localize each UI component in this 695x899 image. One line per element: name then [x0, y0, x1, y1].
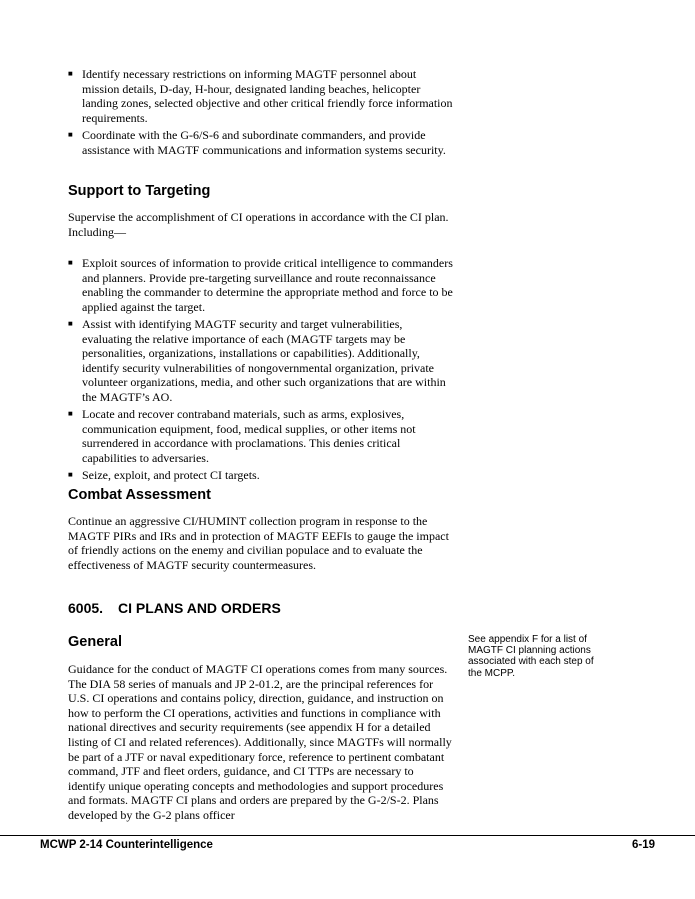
list-item: ■ Identify necessary restrictions on informing MAGTF personnel about mission details, D-day, H-hour, designated landing beaches, helicopter landing zones, selected objective and other critical friendly force information requirements.	[68, 67, 453, 125]
list-item: ■ Seize, exploit, and protect CI targets.	[68, 468, 260, 483]
intro-bullet-list	[68, 67, 453, 160]
general-text: Guidance for the conduct of MAGTF CI operations comes from many sources. The DIA 58 series of manuals and JP 2-01.2, are the principal references for U.S. CI operations and contains policy, direction, guidance, and instruction on how to perform the CI operations, activities and functions in compliance with national directives and security requirements (see appendix H for a detailed listing of CI and related references). Additionally, since MAGTFs will normally be part of a JTF or naval expeditionary force, reference to pertinent combatant command, JTF and fleet orders, guidance, and CI TTPs are necessary to identify unique operating concepts and methodologies and support procedures and formats. MAGTF CI plans and orders are prepared by the G-2/S-2. Plans developed by the G-2 plans officer	[68, 662, 452, 822]
support-targeting-heading: Support to Targeting	[68, 183, 211, 199]
general-heading: General	[68, 634, 122, 650]
list-item: ■ Exploit sources of information to provide critical intelligence to commanders and planners. Provide pre-targeting surveillance and route reconnaissance enabling the commander to determine the appropriate method and force to be applied against the target.	[68, 256, 453, 314]
list-item: ■ Coordinate with the G-6/S-6 and subordinate commanders, and provide assistance with MAGTF communications and information systems security.	[68, 127, 446, 157]
section-number: 6005.	[68, 600, 104, 616]
bullet-icon: ■	[68, 260, 73, 266]
bullet-icon: ■	[68, 411, 73, 418]
list-item: ■ Locate and recover contraband materials, such as arms, explosives, communication equipment, food, medical supplies, or other items not surrendered in accordance with proclamations. This denies critical capabilities to adversaries.	[68, 407, 416, 465]
bullet-icon: ■	[68, 320, 73, 327]
footer-title: MCWP 2-14 Counterintelligence	[40, 839, 213, 851]
combat-assessment-heading: Combat Assessment	[68, 487, 211, 503]
support-targeting-intro: Supervise the accomplishment of CI operations in accordance with the CI plan. Including—	[68, 210, 449, 239]
bullet-icon: ■	[68, 472, 73, 479]
combat-assessment-text: Continue an aggressive CI/HUMINT collection program in response to the MAGTF PIRs and IRs and in protection of MAGTF EEFIs to gauge the impact of friendly actions on the enemy and civilian populace and to evaluate the effectiveness of MAGTF security countermeasures.	[68, 514, 449, 572]
support-targeting-bullet-list	[68, 256, 453, 485]
bullet-icon: ■	[68, 71, 73, 77]
bullet-icon: ■	[68, 131, 73, 138]
section-title: CI PLANS AND ORDERS	[118, 600, 281, 616]
footer-divider	[0, 835, 695, 836]
list-item: ■ Assist with identifying MAGTF security and target vulnerabilities, evaluating the relative importance of each (MAGTF targets may be personalities, organizations, installations or capabilities). Additionally, identify security vulnerabilities of nongovernmental organization, private volunteer organizations, media, and other such organizations that are within the MAGTF’s AO.	[68, 316, 446, 404]
section-heading	[68, 600, 281, 617]
margin-note: See appendix F for a list of MAGTF CI planning actions associated with each step of the MCPP.	[468, 634, 594, 679]
page-number: 6-19	[631, 839, 655, 851]
